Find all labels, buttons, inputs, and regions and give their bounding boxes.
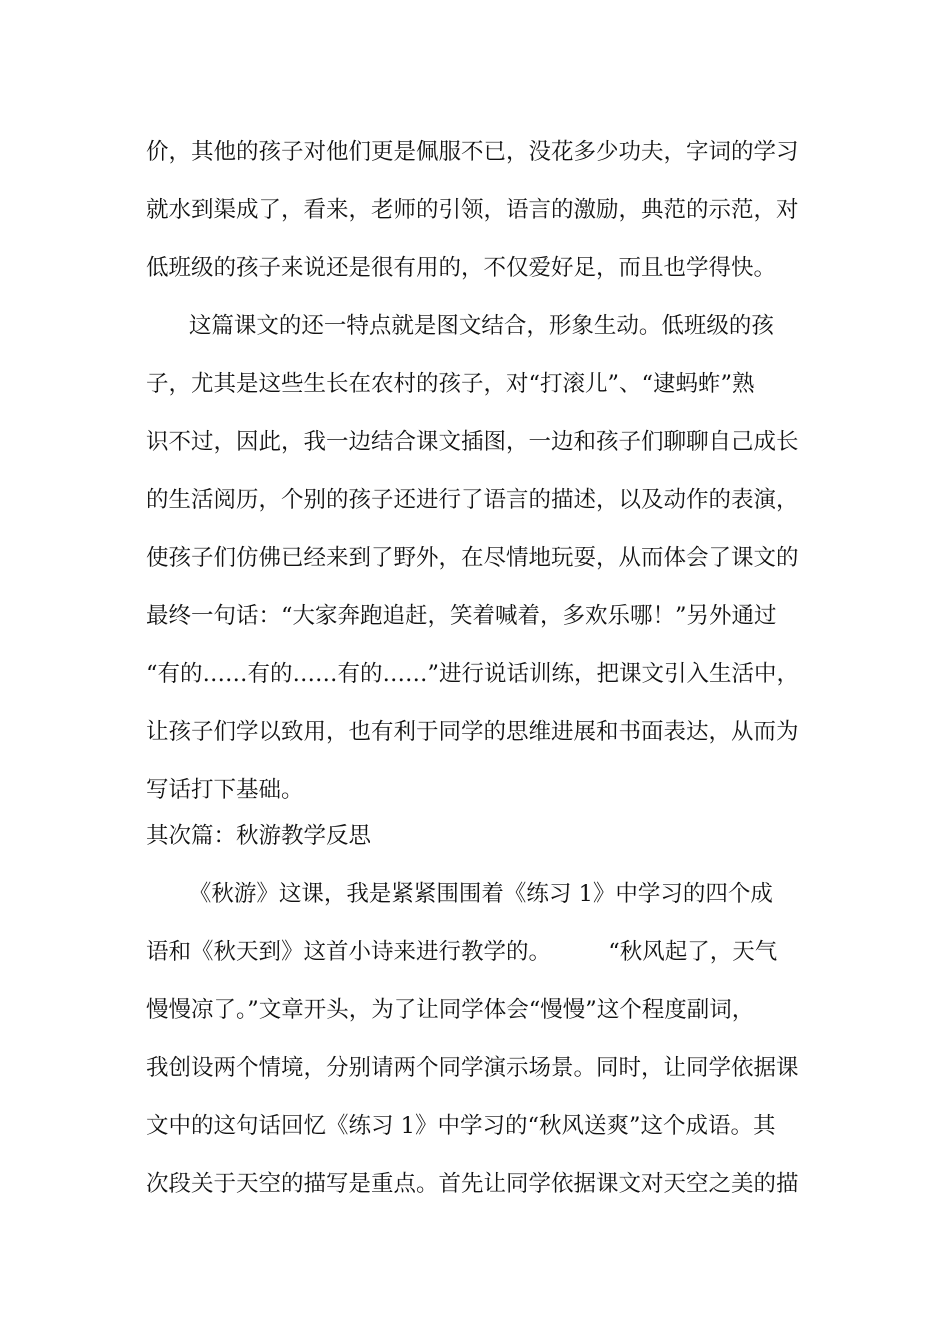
text-line: 让孩子们学以致用，也有利于同学的思维进展和书面表达，从而为 — [146, 719, 799, 745]
text-line: 次段关于天空的描写是重点。首先让同学依据课文对天空之美的描 — [146, 1171, 799, 1197]
text-line: 这篇课文的还一特点就是图文结合，形象生动。低班级的孩 — [146, 313, 774, 339]
text-line: 语和《秋天到》这首小诗来进行教学的。 “秋风起了，天气 — [146, 939, 778, 965]
text-line: 《秋游》这课，我是紧紧围围着《练习 1》中学习的四个成 — [146, 881, 773, 907]
text-line: 就水到渠成了，看来，老师的引领，语言的激励，典范的示范，对 — [146, 197, 799, 223]
text-line: 的生活阅历，个别的孩子还进行了语言的描述，以及动作的表演， — [146, 487, 799, 513]
text-line: 价，其他的孩子对他们更是佩服不已，没花多少功夫，字词的学习 — [146, 139, 799, 165]
text-line: 识不过，因此，我一边结合课文插图，一边和孩子们聊聊自己成长 — [146, 429, 799, 455]
text-line: 慢慢凉了。”文章开头，为了让同学体会“慢慢”这个程度副词， — [146, 997, 755, 1023]
text-line: 低班级的孩子来说还是很有用的，不仅爱好足，而且也学得快。 — [146, 255, 777, 281]
text-line: 我创设两个情境，分别请两个同学演示场景。同时，让同学依据课 — [146, 1055, 799, 1081]
text-line: 最终一句话：“大家奔跑追赶，笑着喊着，多欢乐哪！”另外通过 — [146, 603, 777, 629]
text-line: “有的……有的……有的……”进行说话训练，把课文引入生活中， — [146, 661, 800, 687]
text-line: 写话打下基础。 — [146, 777, 304, 803]
section-heading: 其次篇：秋游教学反思 — [146, 823, 372, 849]
text-line: 文中的这句话回忆《练习 1》中学习的“秋风送爽”这个成语。其 — [146, 1113, 776, 1139]
text-line: 子，尤其是这些生长在农村的孩子，对“打滚儿”、“逮蚂蚱”熟 — [146, 371, 755, 397]
text-line: 使孩子们仿佛已经来到了野外，在尽情地玩耍，从而体会了课文的 — [146, 545, 799, 571]
